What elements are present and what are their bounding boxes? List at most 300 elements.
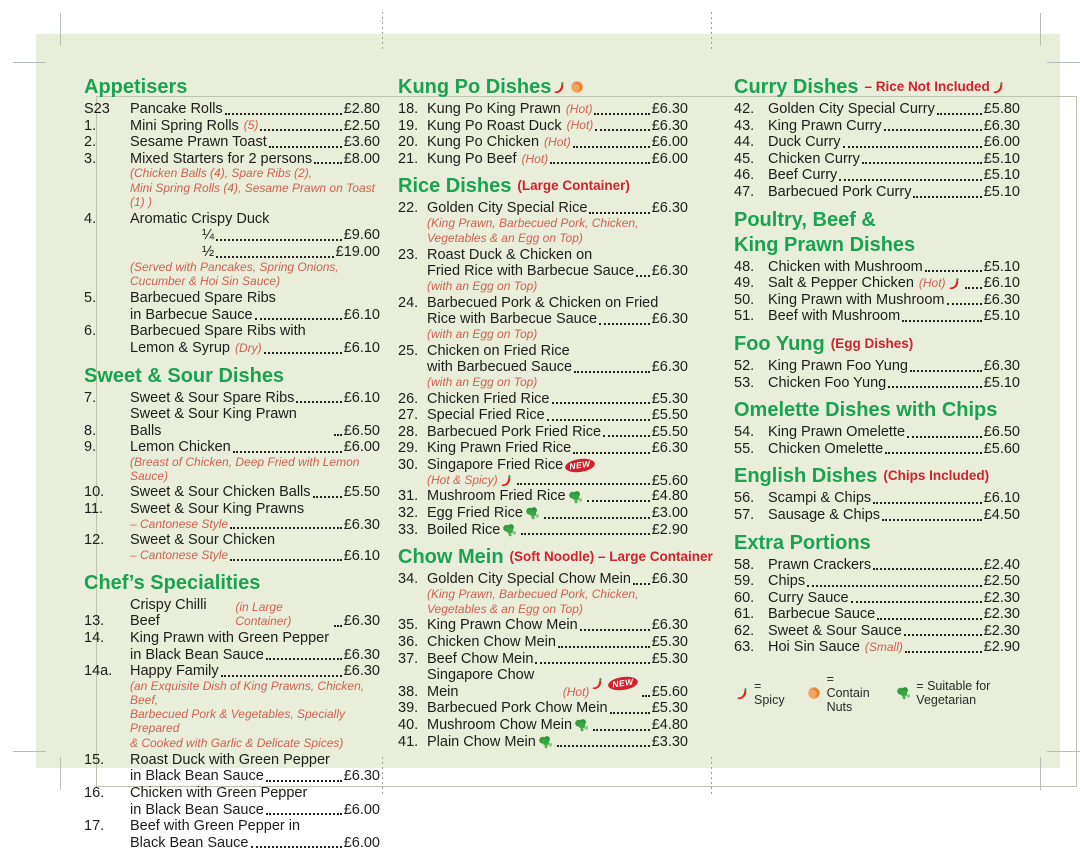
dotted-leader [552,402,650,404]
menu-item [398,717,688,734]
item-line [130,737,380,752]
item-price: £4.50 [983,506,1020,523]
menu-item-row [734,308,1020,325]
item-line [130,680,380,709]
menu-item [734,606,1020,623]
menu-item [734,441,1020,458]
item-note: (Served with Pancakes, Spring Onions, [130,259,339,274]
menu-item-row [734,184,1020,201]
menu-item [734,490,1020,507]
dotted-leader [266,780,342,782]
menu-item [398,247,688,295]
item-name: Happy Family [130,663,219,680]
item-name: Barbecued Spare Ribs with [130,323,306,340]
item-name: Kung Po Roast Duck [427,117,562,134]
menu-item-row [734,375,1020,392]
menu-item-row [84,167,380,182]
menu-item-row [84,484,380,501]
item-note: (Hot) [565,101,593,116]
dotted-leader [642,695,649,697]
menu-item [734,184,1020,201]
dotted-leader [221,675,342,677]
item-number: 9. [84,439,97,456]
item-line [130,439,380,456]
menu-item-row [84,211,380,228]
item-price: £6.00 [651,134,688,151]
item-price: £5.10 [983,258,1020,275]
item-line [768,557,1020,574]
item-price: £6.30 [651,311,688,328]
menu-item-row [84,680,380,709]
menu-item-row [734,275,1020,292]
menu-item-row [398,295,688,312]
dotted-leader [557,745,650,747]
menu-item-row [398,407,688,424]
menu-column-3 [734,76,1020,714]
menu-item [398,571,688,617]
section-title-text: Extra Portions [734,531,871,554]
item-name: Mushroom Fried Rice [427,488,566,505]
item-line [130,549,380,564]
menu-item-row [84,290,380,307]
item-name: Chicken Omelette [768,440,884,457]
item-price: £6.30 [343,768,380,785]
item-price: £5.50 [651,423,688,440]
item-price: £6.00 [343,834,380,851]
item-line [427,734,688,751]
item-line [768,118,1020,135]
item-name: Barbecued Pork Chow Mein [427,700,608,717]
item-line [130,323,380,340]
menu-item [398,151,688,168]
item-name: Sweet & Sour Chicken [130,532,276,549]
menu-item [398,200,688,246]
item-number: 58. [734,556,755,573]
item-name: King Prawn Omelette [768,424,906,441]
item-note: (in Large Container) [235,600,292,629]
dotted-leader [610,712,650,714]
item-line [130,835,380,851]
item-line [427,295,688,312]
item-note: (with an Egg on Top) [427,374,538,389]
item-number: 59. [734,573,755,590]
menu-item [84,484,380,501]
item-name: Chicken on Fried Rice [427,342,570,359]
item-price: £6.30 [343,646,380,663]
item-price: £5.60 [651,683,688,700]
item-note: (Dry) [234,340,262,355]
item-line [427,200,688,217]
section-subtitle: (Large Container) [517,178,630,194]
item-price: £6.00 [343,439,380,456]
section-title [734,76,1020,98]
item-name: Crispy Chilli Beef [130,596,211,630]
item-number: 3. [84,150,97,167]
item-number: 10. [84,484,105,501]
item-name: Golden City Special Rice [427,200,588,217]
item-note: (5) [243,118,259,133]
item-line [130,785,380,802]
item-price: £19.00 [335,243,380,260]
item-number: S23 [84,101,110,117]
item-name: Chicken Chow Mein [427,634,556,651]
crop-mark [1040,757,1041,790]
item-number: 37. [398,650,419,667]
menu-item [734,557,1020,574]
item-name: Chicken Fried Rice [427,390,550,407]
veg-icon [502,523,517,537]
menu-item [734,259,1020,276]
menu-item [84,532,380,563]
item-number: 5. [84,290,97,307]
item-note: (Hot) [562,684,590,699]
menu-item [734,167,1020,184]
item-price: £6.10 [343,339,380,356]
menu-column-1 [84,76,380,851]
item-number: 42. [734,101,755,117]
section-title-text: Omelette Dishes with Chips [734,399,998,422]
item-name: Prawn Crackers [768,556,872,573]
item-price: £6.10 [983,490,1020,507]
item-line [130,118,380,135]
item-note: (Hot) [544,134,571,149]
item-price: £6.30 [651,571,688,588]
item-price: £6.00 [343,801,380,818]
item-line [427,101,688,118]
menu-item [734,639,1020,656]
section-title [84,572,380,594]
menu-item [398,440,688,457]
item-number: 36. [398,634,419,651]
item-number: 34. [398,571,419,588]
menu-item [84,118,380,135]
item-line [130,752,380,769]
menu-item [398,343,688,391]
item-name: Singapore Fried Rice [427,456,564,473]
item-name: King Prawn Chow Mein [427,617,578,634]
dotted-leader [313,496,342,498]
section-title [84,76,380,98]
menu-item-row [734,101,1020,118]
item-price: £5.30 [651,700,688,717]
item-line [130,244,380,261]
item-line [427,263,688,280]
item-name: Hoi Sin Sauce [768,639,860,656]
item-number: 6. [84,323,97,340]
dotted-leader [910,370,982,372]
item-price: £6.30 [651,359,688,376]
menu-item-row [398,217,688,232]
item-price: £5.30 [651,634,688,651]
item-price: £6.50 [983,424,1020,441]
item-price: £4.80 [651,488,688,505]
veg-icon [538,735,553,749]
chili-icon [992,80,1005,95]
item-name: Kung Po King Prawn [427,101,561,117]
item-line [130,768,380,785]
item-note: (Hot & Spicy) [427,472,498,487]
item-price: £9.60 [343,227,380,244]
menu-item [734,623,1020,640]
item-line [768,606,1020,623]
item-line [130,647,380,664]
dotted-leader [905,651,982,653]
item-line [130,456,380,485]
item-line [768,292,1020,309]
menu-item-row [734,507,1020,524]
section-title-text: King Prawn Dishes [734,233,916,256]
item-name: Boiled Rice [427,521,501,538]
menu-item-row [84,134,380,151]
menu-item-row [398,247,688,264]
dotted-leader [902,320,982,322]
item-price: £5.80 [983,101,1020,117]
menu-item-row [84,261,380,276]
item-name: Sweet & Sour Spare Ribs [130,389,295,406]
section-title-text: Kung Po Dishes [398,76,552,98]
item-number: 17. [84,818,105,835]
item-number: 31. [398,488,419,505]
crop-mark [1047,751,1080,752]
menu-item [734,375,1020,392]
item-name: Singapore Chow Mein [427,667,539,700]
dotted-leader [580,629,650,631]
item-number: 11. [84,501,104,518]
dotted-leader [573,146,650,148]
dotted-leader [544,517,650,519]
item-number: 63. [734,639,755,656]
item-number: 22. [398,200,419,217]
section-title-text: Foo Yung [734,332,825,355]
dotted-leader [594,113,649,115]
item-number: 32. [398,505,419,522]
menu-item-row [84,340,380,357]
section-title [734,234,1020,256]
menu-item-row [84,549,380,564]
item-line [768,375,1020,392]
item-line [130,406,380,439]
item-name: Chicken with Green Pepper [130,785,308,801]
item-line [427,473,688,488]
item-line [130,134,380,151]
item-name: King Prawn Fried Rice [427,440,572,457]
dotted-leader [535,662,649,664]
menu-item-row [84,456,380,485]
item-price: £3.60 [343,134,380,151]
item-line [130,211,380,228]
menu-item [398,295,688,343]
menu-item-row [398,343,688,360]
item-line [427,667,688,700]
item-line [427,717,688,734]
item-line [130,167,380,182]
menu-item-row [398,488,688,505]
item-line [427,522,688,539]
menu-item [734,275,1020,292]
item-price: £6.30 [343,663,380,680]
dotted-leader [843,146,982,148]
item-price: £2.30 [983,589,1020,606]
item-number: 1. [84,117,97,134]
item-name: Sausage & Chips [768,506,881,523]
menu-item [84,323,380,356]
dotted-leader [573,452,649,454]
item-number: 38. [398,683,419,700]
item-number: 57. [734,506,755,523]
legend-item [805,672,875,714]
item-line [427,571,688,588]
item-price: £4.80 [651,717,688,734]
dotted-leader [296,401,341,403]
item-note: Mini Spring Rolls (4), Sesame Prawn on Toast (1) ) [130,181,375,209]
menu-item [734,507,1020,524]
menu-item-row [398,734,688,751]
item-name: Black Bean Sauce [130,834,249,851]
legend-label: = Contain Nuts [826,672,870,715]
item-price: £5.30 [651,390,688,407]
section-title [734,333,1020,355]
menu-item-row [398,667,688,700]
menu-item-row [398,634,688,651]
item-number: 28. [398,423,419,440]
menu-item-row [84,785,380,802]
item-name: Barbecued Pork & Chicken on Fried [427,294,659,311]
menu-item-row [398,457,688,474]
dotted-leader [547,419,650,421]
menu-item-row [398,651,688,668]
menu-item-row [398,440,688,457]
item-number: 13. [84,613,105,630]
item-name: Barbecue Sauce [768,606,876,623]
item-name: Sesame Prawn Toast [130,134,267,151]
dotted-leader [593,729,650,731]
item-line [768,623,1020,640]
item-number: 14. [84,630,105,647]
dotted-leader [314,162,342,164]
menu-item-row [398,280,688,295]
legend-label: = Suitable for Vegetarian [916,679,991,708]
menu-item [398,651,688,668]
menu-item-row [84,118,380,135]
menu-item [84,101,380,118]
chili-icon [553,80,566,95]
item-price: £6.00 [651,150,688,167]
item-number: 15. [84,751,105,768]
item-line [768,507,1020,524]
dotted-leader [603,435,650,437]
item-number: 48. [734,258,755,275]
dotted-leader [521,533,649,535]
item-line [427,617,688,634]
crop-mark [1047,62,1080,63]
dotted-leader [225,113,342,115]
item-line [768,639,1020,656]
dotted-leader [862,162,982,164]
item-number: 56. [734,490,755,507]
menu-item [734,308,1020,325]
legend [734,672,1020,714]
item-name: Sweet & Sour Sauce [768,622,902,639]
menu-item [84,439,380,484]
item-price: £6.30 [651,101,688,117]
item-line [427,488,688,505]
fold-mark [382,12,383,50]
menu-item-row [84,532,380,549]
section-title-text: Appetisers [84,76,188,98]
menu-item-row [398,311,688,328]
item-line [768,490,1020,507]
menu-item [398,407,688,424]
dotted-leader [839,179,981,181]
item-name: Sweet & Sour King Prawns [130,501,305,518]
item-price: £6.10 [343,306,380,323]
item-number: 46. [734,167,755,184]
item-name: Rice with Barbecue Sauce [427,311,598,328]
item-number: 43. [734,117,755,134]
item-name: Beef with Mushroom [768,308,901,325]
item-name: Golden City Special Chow Mein [427,571,631,588]
item-line [130,518,380,533]
menu-item [734,151,1020,168]
menu-item-row [734,259,1020,276]
item-number: 16. [84,785,105,801]
menu-item-row [398,200,688,217]
menu-item-row [84,802,380,819]
new-badge: NEW [564,457,596,474]
item-price: £2.90 [651,521,688,538]
menu-item-row [84,151,380,168]
item-price: £6.10 [983,275,1020,292]
dotted-leader [884,129,982,131]
item-price: £5.50 [651,407,688,424]
menu-item [734,118,1020,135]
item-name: Chicken with Mushroom [768,258,923,275]
dotted-leader [913,196,981,198]
section-subtitle: – Rice Not Included [864,79,990,94]
section-title [734,465,1020,487]
item-name: with Barbecued Sauce [427,359,573,376]
dotted-leader [873,568,982,570]
item-price: £5.10 [983,308,1020,325]
item-price: £2.40 [983,556,1020,573]
dotted-leader [873,502,982,504]
item-name: Sweet & Sour Chicken Balls [130,484,311,501]
item-line [130,708,380,737]
item-line [130,227,380,244]
item-number: 4. [84,210,97,227]
item-line [768,308,1020,325]
menu-item [734,292,1020,309]
chili-icon [948,276,961,291]
section-title [398,175,688,197]
item-line [130,501,380,518]
fold-mark [711,12,712,50]
menu-item [398,505,688,522]
dotted-leader [264,352,342,354]
item-number: 25. [398,342,419,359]
item-name: Special Fried Rice [427,407,545,424]
item-line [768,358,1020,375]
section-subtitle: (Soft Noodle) – Large Container [509,549,713,565]
item-line [427,247,688,264]
menu-item-row [734,606,1020,623]
nuts-icon [807,686,822,700]
item-price: £6.30 [983,291,1020,308]
item-line [768,134,1020,151]
section-title [84,365,380,387]
menu-item [734,134,1020,151]
item-line [427,217,688,232]
